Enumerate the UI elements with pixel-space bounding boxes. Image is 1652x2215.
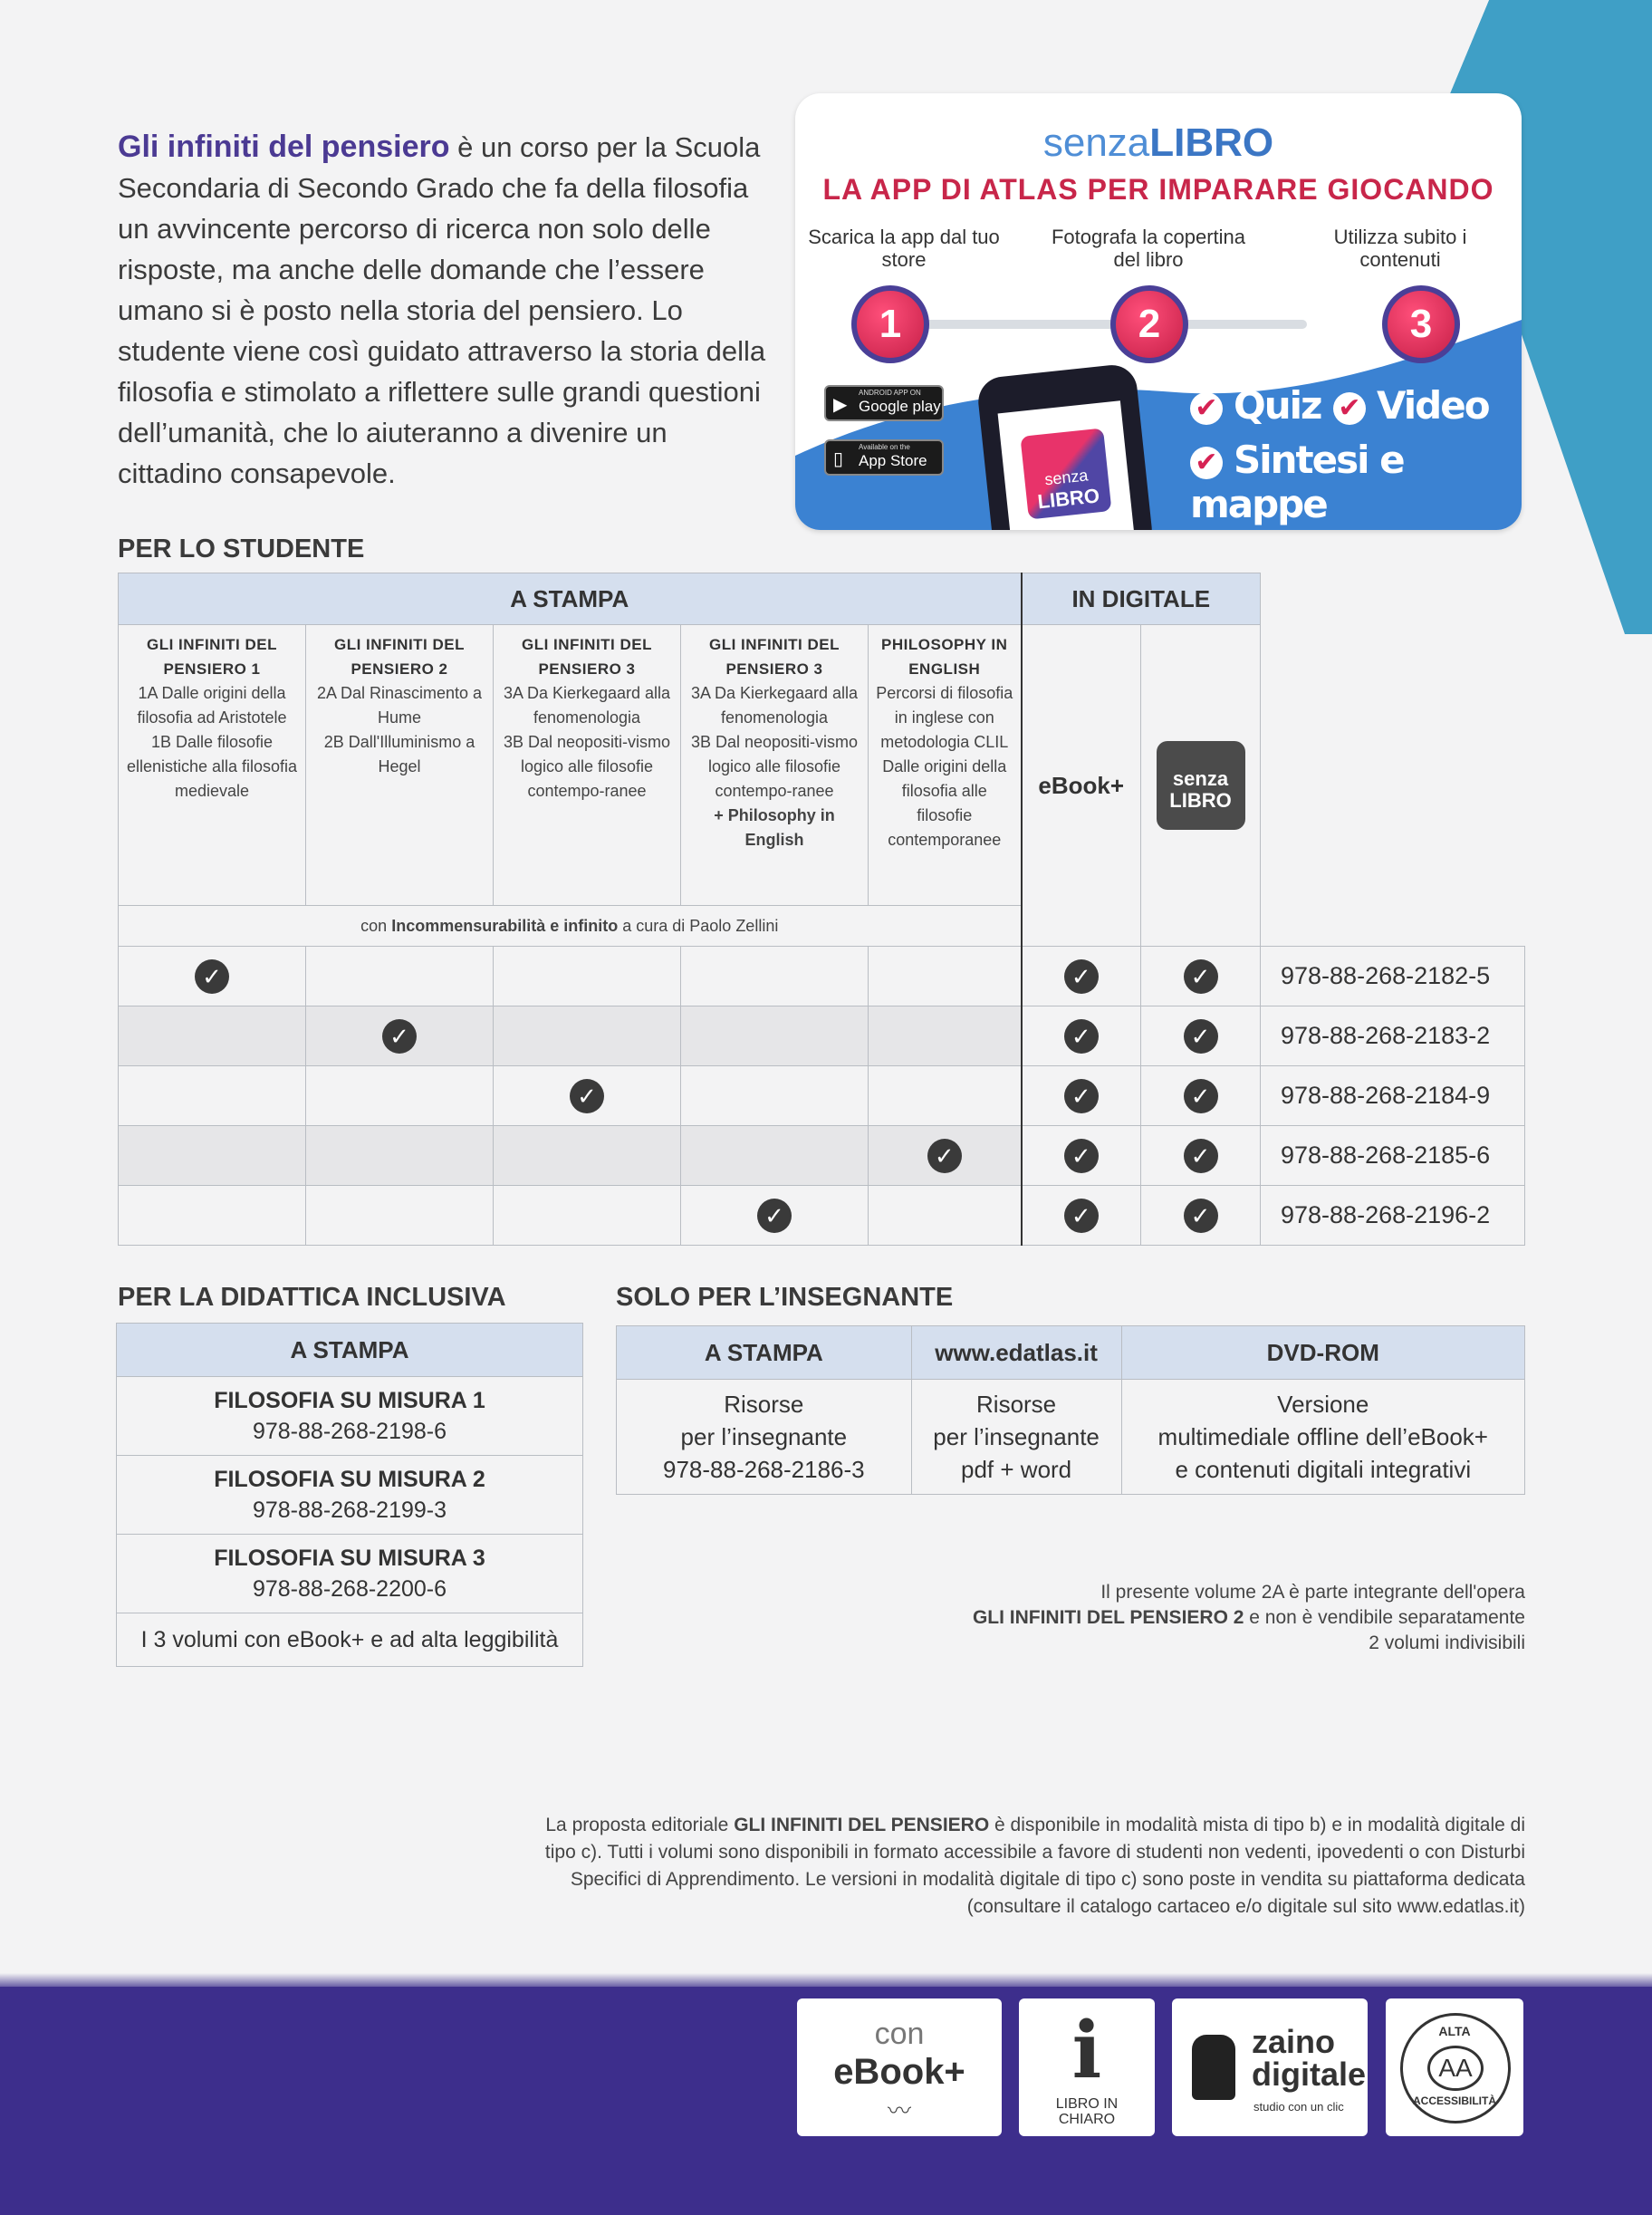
student-rows [119, 947, 1525, 1246]
check-icon: ✓ [1184, 1139, 1218, 1173]
volume-1 [119, 625, 306, 906]
card-tagline: LA APP DI ATLAS PER IMPARARE GIOCANDO [822, 173, 1494, 206]
disclaimer [529, 1812, 1525, 1921]
print-cell [494, 1186, 681, 1246]
check-icon: ✓ [1064, 1199, 1099, 1233]
item-isbn: 978-88-268-2200-6 [252, 1576, 447, 1602]
cell-line: e contenuti digitali integrativi [1175, 1456, 1472, 1483]
check-icon: ✓ [1064, 1019, 1099, 1054]
print-cell [494, 1006, 681, 1066]
print-cell [119, 1126, 306, 1186]
note-line-3: 2 volumi indivisibili [1369, 1632, 1525, 1653]
isbn-cell: 978-88-268-2185-6 [1261, 1126, 1525, 1186]
digital-cell [1022, 1066, 1141, 1126]
digital-cell [1022, 1006, 1141, 1066]
volume-line: 1B Dalle filosofie ellenistiche alla filosofia medievale [126, 733, 298, 800]
inclusive-header: A STAMPA [117, 1324, 583, 1377]
check-icon: ✓ [927, 1139, 962, 1173]
print-cell [306, 1066, 494, 1126]
isbn-row [119, 1006, 1525, 1066]
zaino-subtitle: studio con un clic [1253, 2100, 1344, 2114]
check-icon: ✓ [1184, 1079, 1218, 1113]
print-cell [869, 1006, 1022, 1066]
volume-line: + Philosophy in English [714, 806, 835, 849]
alta-bottom: ACCESSIBILITÀ [1412, 2095, 1496, 2107]
check-icon: ✓ [1184, 1199, 1218, 1233]
feature-video-label: Video [1377, 383, 1489, 428]
isbn-cell: 978-88-268-2196-2 [1261, 1186, 1525, 1246]
step-3-label: Utilizza subito i contenuti [1333, 226, 1467, 271]
digital-header: IN DIGITALE [1022, 573, 1261, 625]
teacher-cell-dvd [1121, 1380, 1524, 1495]
item-name: FILOSOFIA SU MISURA 3 [214, 1546, 485, 1571]
volume-line: Dalle origini della filosofia alle filosofie contemporanee [882, 757, 1007, 849]
phone-icon: ▯ [833, 449, 844, 469]
con-note [119, 906, 1022, 947]
volume-3 [494, 625, 681, 906]
volume-title: PHILOSOPHY IN ENGLISH [881, 636, 1008, 678]
isbn-cell: 978-88-268-2184-9 [1261, 1066, 1525, 1126]
check-icon: ✓ [1064, 959, 1099, 994]
step-1-badge: 1 [851, 285, 929, 363]
senza-text: senza [1172, 767, 1229, 790]
volume-line: 2A Dal Rinascimento a Hume [316, 684, 483, 727]
step-2-label: Fotografa la copertina del libro [1051, 226, 1246, 271]
inclusive-footer: I 3 volumi con eBook+ e ad alta leggibilità [117, 1613, 583, 1667]
zaino-word: zaino [1252, 2023, 1336, 2060]
print-cell [119, 1006, 306, 1066]
zaino-text [1252, 2023, 1367, 2093]
item-name: FILOSOFIA SU MISURA 1 [214, 1388, 485, 1413]
phone-senzalibro-logo [1020, 428, 1111, 519]
brand-libro: LIBRO [1149, 120, 1274, 165]
badge-ebook-top: con [874, 2017, 925, 2051]
cell-line: multimediale offline dell’eBook+ [1157, 1423, 1488, 1450]
cell-line: 978-88-268-2186-3 [663, 1456, 865, 1483]
intro-lead: Gli infiniti del pensiero [118, 130, 450, 164]
volume-line: 3B Dal neopositi-vismo logico alle filosofie contempo-ranee [690, 733, 859, 800]
app-store-small: Available on the [859, 443, 910, 451]
senzalibro-header [1141, 625, 1261, 947]
badge-alta-accessibilita [1386, 1998, 1523, 2136]
print-cell [119, 1066, 306, 1126]
inclusive-item-3 [117, 1535, 583, 1613]
teacher-cell-print [617, 1380, 912, 1495]
teacher-table [616, 1325, 1525, 1495]
teacher-header-web: www.edatlas.it [911, 1326, 1121, 1380]
digital-cell [1022, 1126, 1141, 1186]
check-icon: ✓ [1064, 1079, 1099, 1113]
print-cell [681, 1126, 869, 1186]
intro-text [118, 127, 770, 494]
check-icon: ✓ [757, 1199, 792, 1233]
print-cell [494, 947, 681, 1006]
intro-body: è un corso per la Scuola Secondaria di Secondo Grado che fa della filosofia un avvincente percorso di ricerca non solo delle risposte, ma anche delle domande che l’essere umano si è posto nella storia del pensiero. Lo studente viene così guidato attraverso la storia della filosofia e stimolato a riflettere sulle grandi questioni dell’umanità, che lo aiuteranno a divenire un cittadino consapevole. [118, 131, 766, 489]
feature-sintesi-label: Sintesi e mappe [1190, 438, 1404, 526]
alta-top: ALTA [1438, 2024, 1471, 2038]
print-header: A STAMPA [119, 573, 1022, 625]
volume-2 [306, 625, 494, 906]
teacher-cell-web [911, 1380, 1121, 1495]
phone-illustration [976, 362, 1155, 530]
check-icon: ✔ [1190, 447, 1223, 479]
note-line-1: Il presente volume 2A è parte integrante dell'opera [1100, 1582, 1525, 1603]
feature-quiz-label: Quiz [1234, 383, 1321, 428]
print-cell [869, 947, 1022, 1006]
print-cell [869, 1126, 1022, 1186]
note-line-2-rest: e non è vendibile separatamente [1244, 1607, 1525, 1628]
cell-line: Risorse [724, 1391, 804, 1418]
isbn-row [119, 1126, 1525, 1186]
inclusive-section-title: PER LA DIDATTICA INCLUSIVA [118, 1283, 506, 1312]
card-brand [795, 120, 1522, 166]
print-cell [306, 947, 494, 1006]
print-cell [681, 1186, 869, 1246]
con-post: a cura di Paolo Zellini [618, 916, 779, 935]
con-pre: con [360, 916, 392, 935]
blank-cell [1261, 573, 1525, 625]
backpack-icon [1192, 2035, 1235, 2100]
volume-title: GLI INFINITI DEL PENSIERO 3 [709, 636, 840, 678]
digitale-word: digitale [1252, 2056, 1367, 2093]
volume-line: 3A Da Kierkegaard alla fenomenologia [503, 684, 671, 727]
badge-ebook-main: eBook+ [833, 2052, 965, 2092]
print-cell [119, 1186, 306, 1246]
phone-logo-libro: LIBRO [1036, 484, 1101, 514]
play-icon: ▶ [833, 395, 848, 415]
check-icon: ✓ [1064, 1139, 1099, 1173]
inclusive-item-1 [117, 1377, 583, 1456]
item-isbn: 978-88-268-2199-3 [252, 1498, 447, 1523]
student-table [118, 573, 1525, 1246]
cell-line: Versione [1277, 1391, 1369, 1418]
check-icon: ✓ [1184, 959, 1218, 994]
volume-line: 3A Da Kierkegaard alla fenomenologia [690, 684, 859, 727]
teacher-section-title: SOLO PER L’INSEGNANTE [616, 1283, 954, 1312]
feature-sintesi [1190, 438, 1522, 526]
step-1-label: Scarica la app dal tuo store [808, 226, 1000, 271]
badge-ebook [797, 1998, 1002, 2136]
print-cell [681, 1006, 869, 1066]
cell-line: per l’insegnante [680, 1423, 848, 1450]
digital-cell [1141, 1186, 1261, 1246]
phone-logo-senza: senza [1043, 466, 1090, 489]
volume-note [973, 1580, 1525, 1656]
print-cell [681, 1066, 869, 1126]
google-play-small: ANDROID APP ON [859, 389, 921, 397]
book-icon: 〰 [887, 2097, 911, 2124]
badge-zaino [1172, 1998, 1368, 2136]
check-icon: ✓ [382, 1019, 417, 1054]
badge-libro-chiaro [1019, 1998, 1155, 2136]
volume-3-english [681, 625, 869, 906]
cell-line: per l’insegnante [933, 1423, 1100, 1450]
ebook-header: eBook+ [1022, 625, 1141, 947]
step-line [890, 320, 1307, 329]
teacher-header-dvd: DVD-ROM [1121, 1326, 1524, 1380]
volume-line: 1A Dalle origini della filosofia ad Aristotele [137, 684, 287, 727]
digital-cell [1141, 1126, 1261, 1186]
inclusive-table [116, 1323, 583, 1667]
check-icon: ✔ [1190, 392, 1223, 425]
volume-line: Percorsi di filosofia in inglese con metodologia CLIL [876, 684, 1013, 751]
google-play-badge[interactable] [824, 385, 944, 421]
print-cell [119, 947, 306, 1006]
senzalibro-card [795, 93, 1522, 530]
volume-title: GLI INFINITI DEL PENSIERO 3 [522, 636, 652, 678]
volume-title: GLI INFINITI DEL PENSIERO 1 [147, 636, 277, 678]
isbn-cell: 978-88-268-2183-2 [1261, 1006, 1525, 1066]
app-store-badge[interactable] [824, 439, 944, 476]
print-cell [681, 947, 869, 1006]
cell-line: pdf + word [961, 1456, 1072, 1483]
isbn-row [119, 947, 1525, 1006]
isbn-cell: 978-88-268-2182-5 [1261, 947, 1525, 1006]
digital-cell [1141, 947, 1261, 1006]
badge-libro-chiaro-text: LIBRO IN CHIARO [1055, 2096, 1119, 2127]
teacher-header-print: A STAMPA [617, 1326, 912, 1380]
disclaimer-pre: La proposta editoriale [545, 1815, 735, 1835]
isbn-row [119, 1066, 1525, 1126]
con-bold: Incommensurabilità e infinito [391, 916, 619, 935]
print-cell [869, 1066, 1022, 1126]
volume-line: 2B Dall'Illuminismo a Hegel [323, 733, 475, 775]
digital-cell [1022, 947, 1141, 1006]
step-3-badge: 3 [1382, 285, 1460, 363]
aa-icon: AA [1427, 2046, 1484, 2091]
disclaimer-bold: GLI INFINITI DEL PENSIERO [734, 1815, 990, 1835]
info-icon: i [1071, 2005, 1102, 2096]
print-cell [306, 1126, 494, 1186]
blank-cell [1261, 625, 1525, 947]
isbn-row [119, 1186, 1525, 1246]
google-play-text: Google play [859, 398, 941, 415]
check-icon: ✓ [195, 959, 229, 994]
note-line-2-bold: GLI INFINITI DEL PENSIERO 2 [972, 1607, 1244, 1628]
print-cell [306, 1006, 494, 1066]
senzalibro-logo [1157, 741, 1245, 830]
cell-line: Risorse [976, 1391, 1057, 1418]
feature-quiz [1190, 383, 1321, 428]
brand-senza: senza [1042, 120, 1150, 165]
print-cell [869, 1186, 1022, 1246]
volume-title: GLI INFINITI DEL PENSIERO 2 [334, 636, 465, 678]
digital-cell [1141, 1006, 1261, 1066]
check-icon: ✔ [1333, 392, 1366, 425]
step-2-badge: 2 [1110, 285, 1188, 363]
check-icon: ✓ [570, 1079, 604, 1113]
print-cell [494, 1126, 681, 1186]
volume-philosophy-english [869, 625, 1022, 906]
feature-video [1333, 383, 1489, 428]
volume-line: 3B Dal neopositi-vismo logico alle filosofie contempo-ranee [503, 733, 671, 800]
inclusive-item-2 [117, 1456, 583, 1535]
print-cell [306, 1186, 494, 1246]
disclaimer-rest: è disponibile in modalità mista di tipo b) e in modalità digitale di tipo c). Tutti i volumi sono disponibili in formato accessibile a favore di studenti non vedenti, ipovedenti o con Disturbi Specifici di Apprendimento. Le versioni in modalità digitale di tipo c) sono poste in vendita su piattaforma dedicata (consultare il catalogo cartaceo e/o digitale sul sito www.edatlas.it) [544, 1815, 1525, 1917]
check-icon: ✓ [1184, 1019, 1218, 1054]
student-section-title: PER LO STUDENTE [118, 534, 365, 563]
digital-cell [1141, 1066, 1261, 1126]
item-isbn: 978-88-268-2198-6 [252, 1419, 447, 1444]
print-cell [494, 1066, 681, 1126]
libro-text: LIBRO [1169, 789, 1232, 812]
phone-screen [998, 400, 1138, 530]
app-store-text: App Store [859, 452, 927, 469]
digital-cell [1022, 1186, 1141, 1246]
item-name: FILOSOFIA SU MISURA 2 [214, 1467, 485, 1492]
